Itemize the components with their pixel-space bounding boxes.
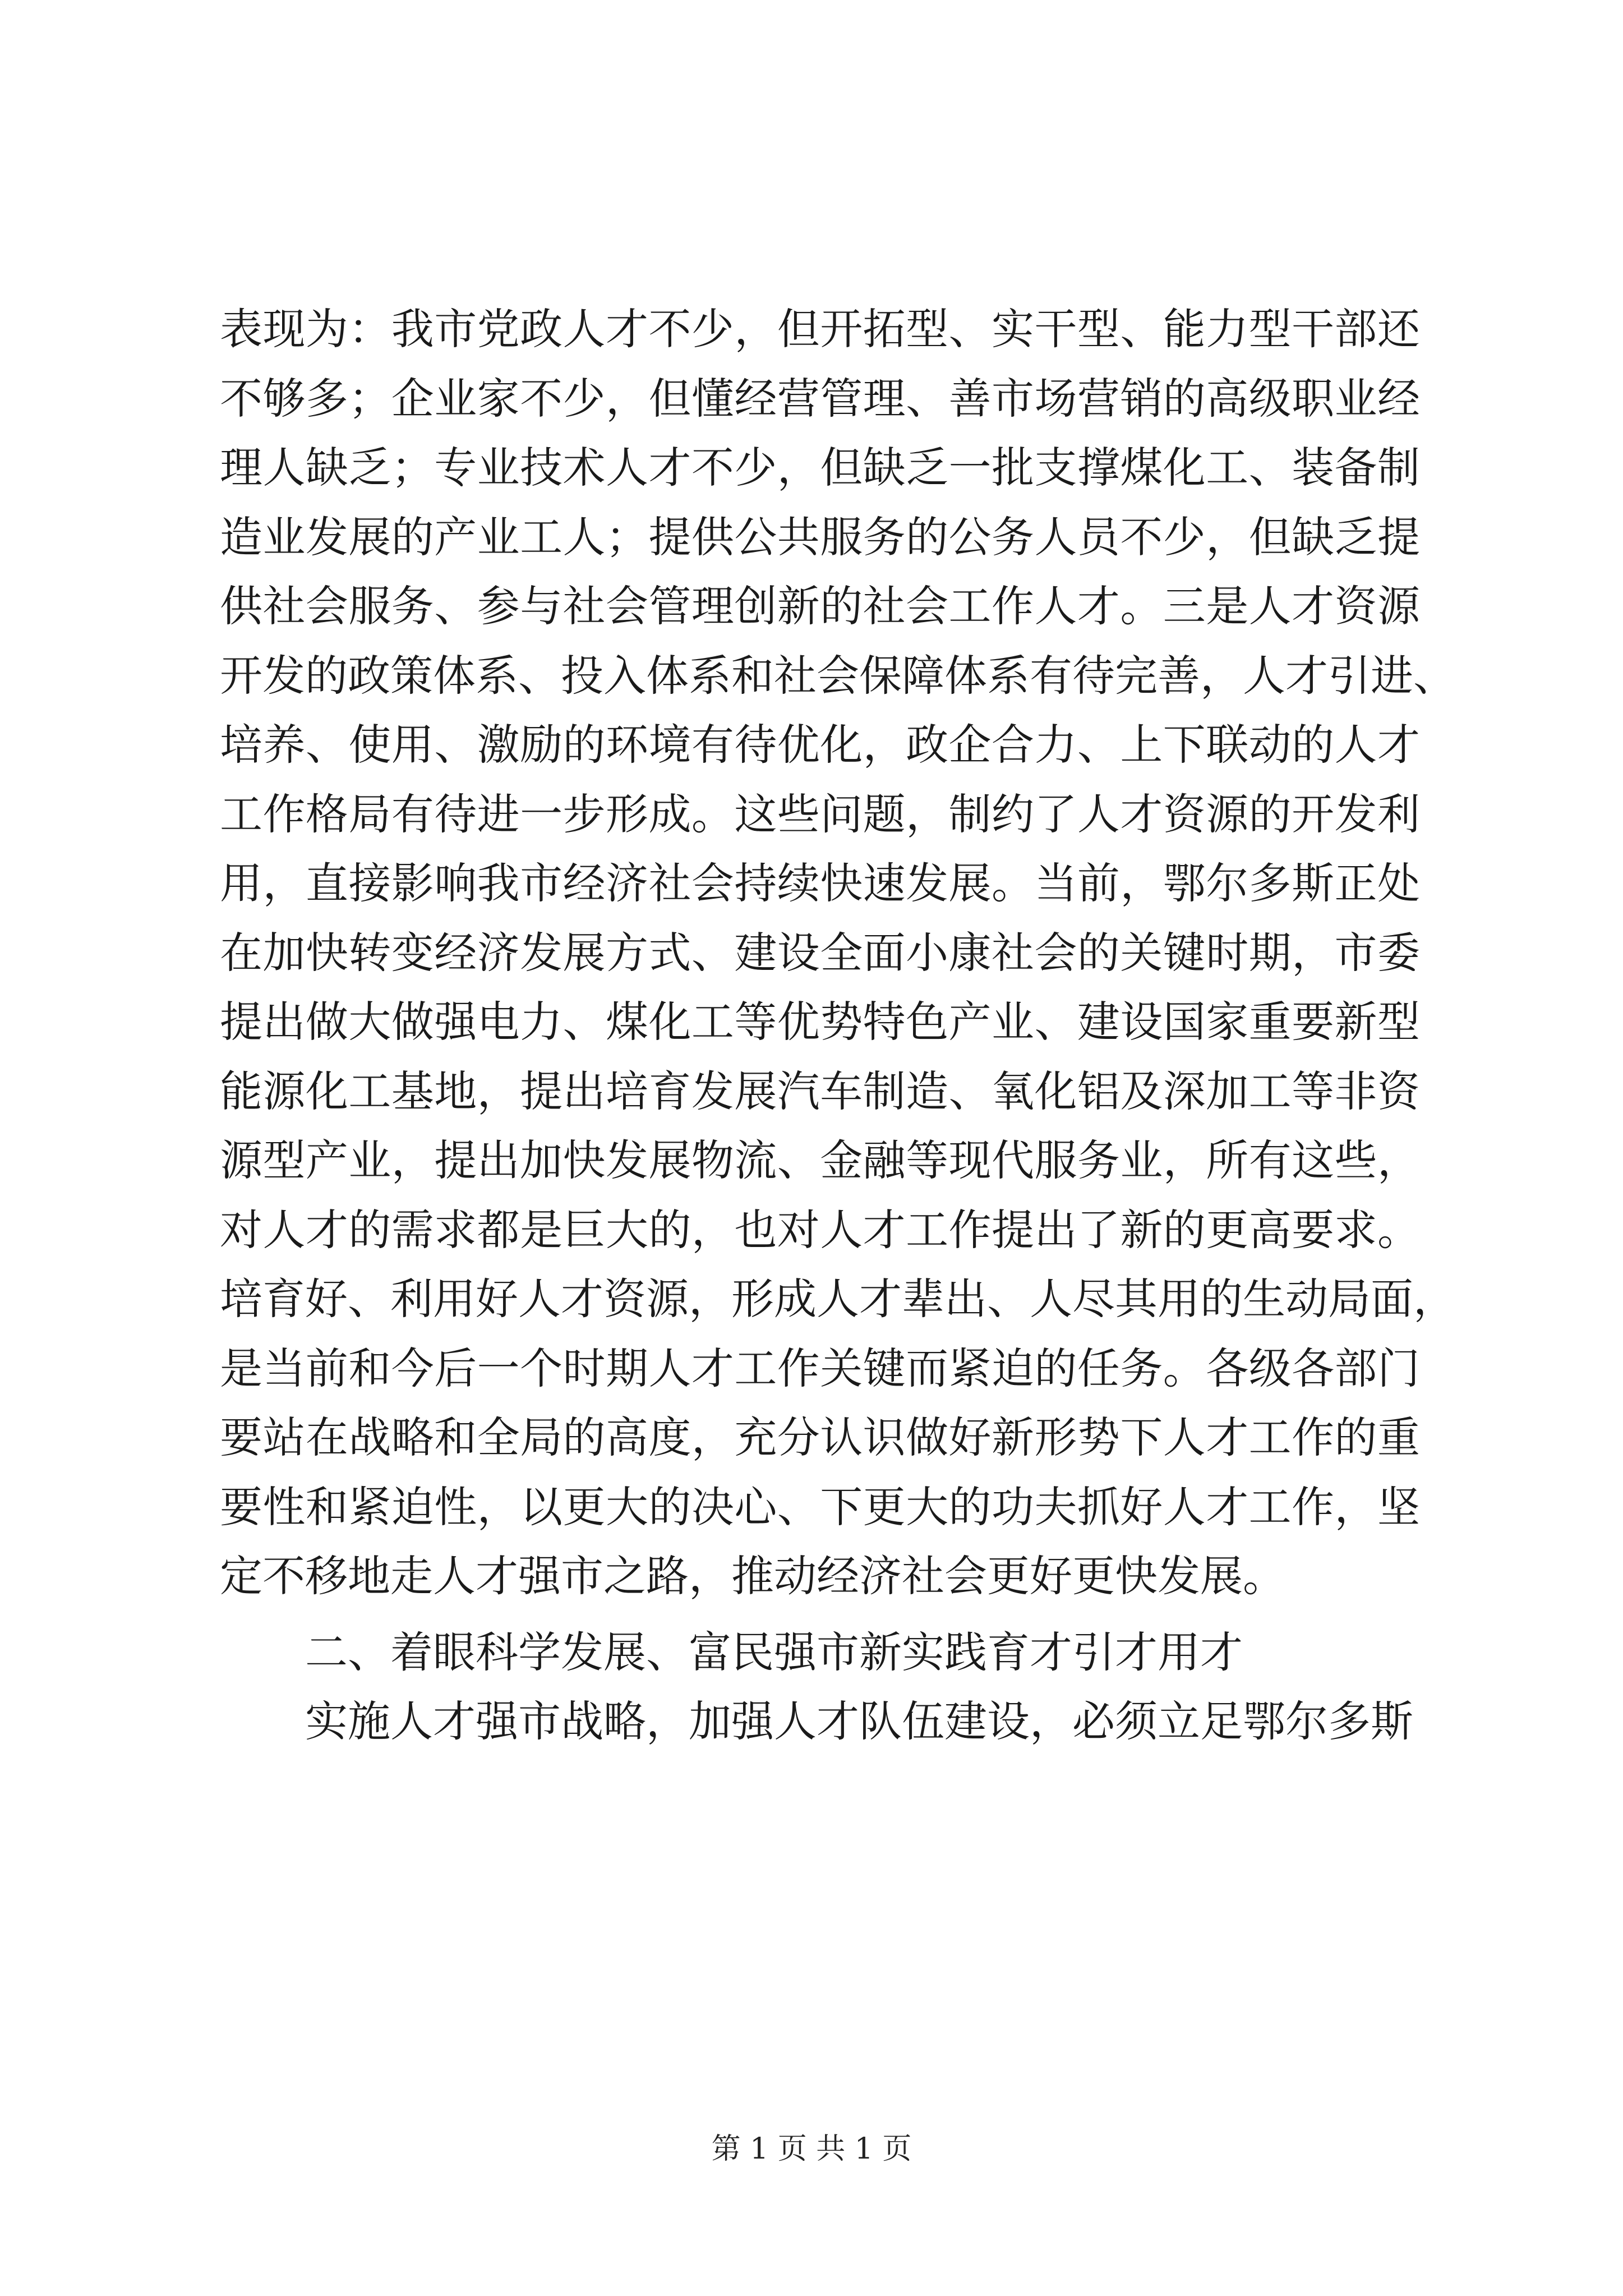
text-line: 工作格局有待进一步形成。这些问题，制约了人才资源的开发利 bbox=[220, 789, 1420, 839]
text-line: 源型产业，提出加快发展物流、金融等现代服务业，所有这些， bbox=[220, 1135, 1420, 1185]
document-body bbox=[220, 295, 1456, 1756]
text-line: 表现为：我市党政人才不少，但开拓型、实干型、能力型干部还 bbox=[220, 304, 1420, 354]
text-line: 在加快转变经济发展方式、建设全面小康社会的关键时期，市委 bbox=[220, 927, 1420, 978]
text-line: 要站在战略和全局的高度，充分认识做好新形势下人才工作的重 bbox=[220, 1412, 1420, 1462]
text-line: 供社会服务、参与社会管理创新的社会工作人才。三是人才资源 bbox=[220, 581, 1420, 631]
text-line: 是当前和今后一个时期人才工作关键而紧迫的任务。各级各部门 bbox=[220, 1343, 1420, 1393]
paragraph-start-line: 实施人才强市战略，加强人才队伍建设，必须立足鄂尔多斯 bbox=[305, 1696, 1413, 1746]
text-line: 开发的政策体系、投入体系和社会保障体系有待完善，人才引进、 bbox=[220, 650, 1456, 701]
text-line: 提出做大做强电力、煤化工等优势特色产业、建设国家重要新型 bbox=[220, 997, 1420, 1047]
text-line: 造业发展的产业工人；提供公共服务的公务人员不少，但缺乏提 bbox=[220, 512, 1420, 562]
text-line: 培育好、利用好人才资源，形成人才辈出、人尽其用的生动局面， bbox=[220, 1274, 1456, 1324]
text-line: 不够多；企业家不少，但懂经营管理、善市场营销的高级职业经 bbox=[220, 373, 1420, 424]
text-line: 定不移地走人才强市之路，推动经济社会更好更快发展。 bbox=[220, 1551, 1285, 1601]
text-line: 能源化工基地，提出培育发展汽车制造、氧化铝及深加工等非资 bbox=[220, 1066, 1420, 1116]
text-line: 用，直接影响我市经济社会持续快速发展。当前，鄂尔多斯正处 bbox=[220, 858, 1420, 908]
section-heading: 二、着眼科学发展、富民强市新实践育才引才用才 bbox=[305, 1627, 1243, 1677]
text-line: 要性和紧迫性，以更大的决心、下更大的功夫抓好人才工作，坚 bbox=[220, 1481, 1420, 1532]
text-line: 培养、使用、激励的环境有待优化，政企合力、上下联动的人才 bbox=[220, 720, 1420, 770]
text-line: 对人才的需求都是巨大的，也对人才工作提出了新的更高要求。 bbox=[220, 1204, 1420, 1255]
page-footer: 第 1 页 共 1 页 bbox=[711, 2132, 912, 2166]
text-line: 理人缺乏；专业技术人才不少，但缺乏一批支撑煤化工、装备制 bbox=[220, 443, 1420, 493]
